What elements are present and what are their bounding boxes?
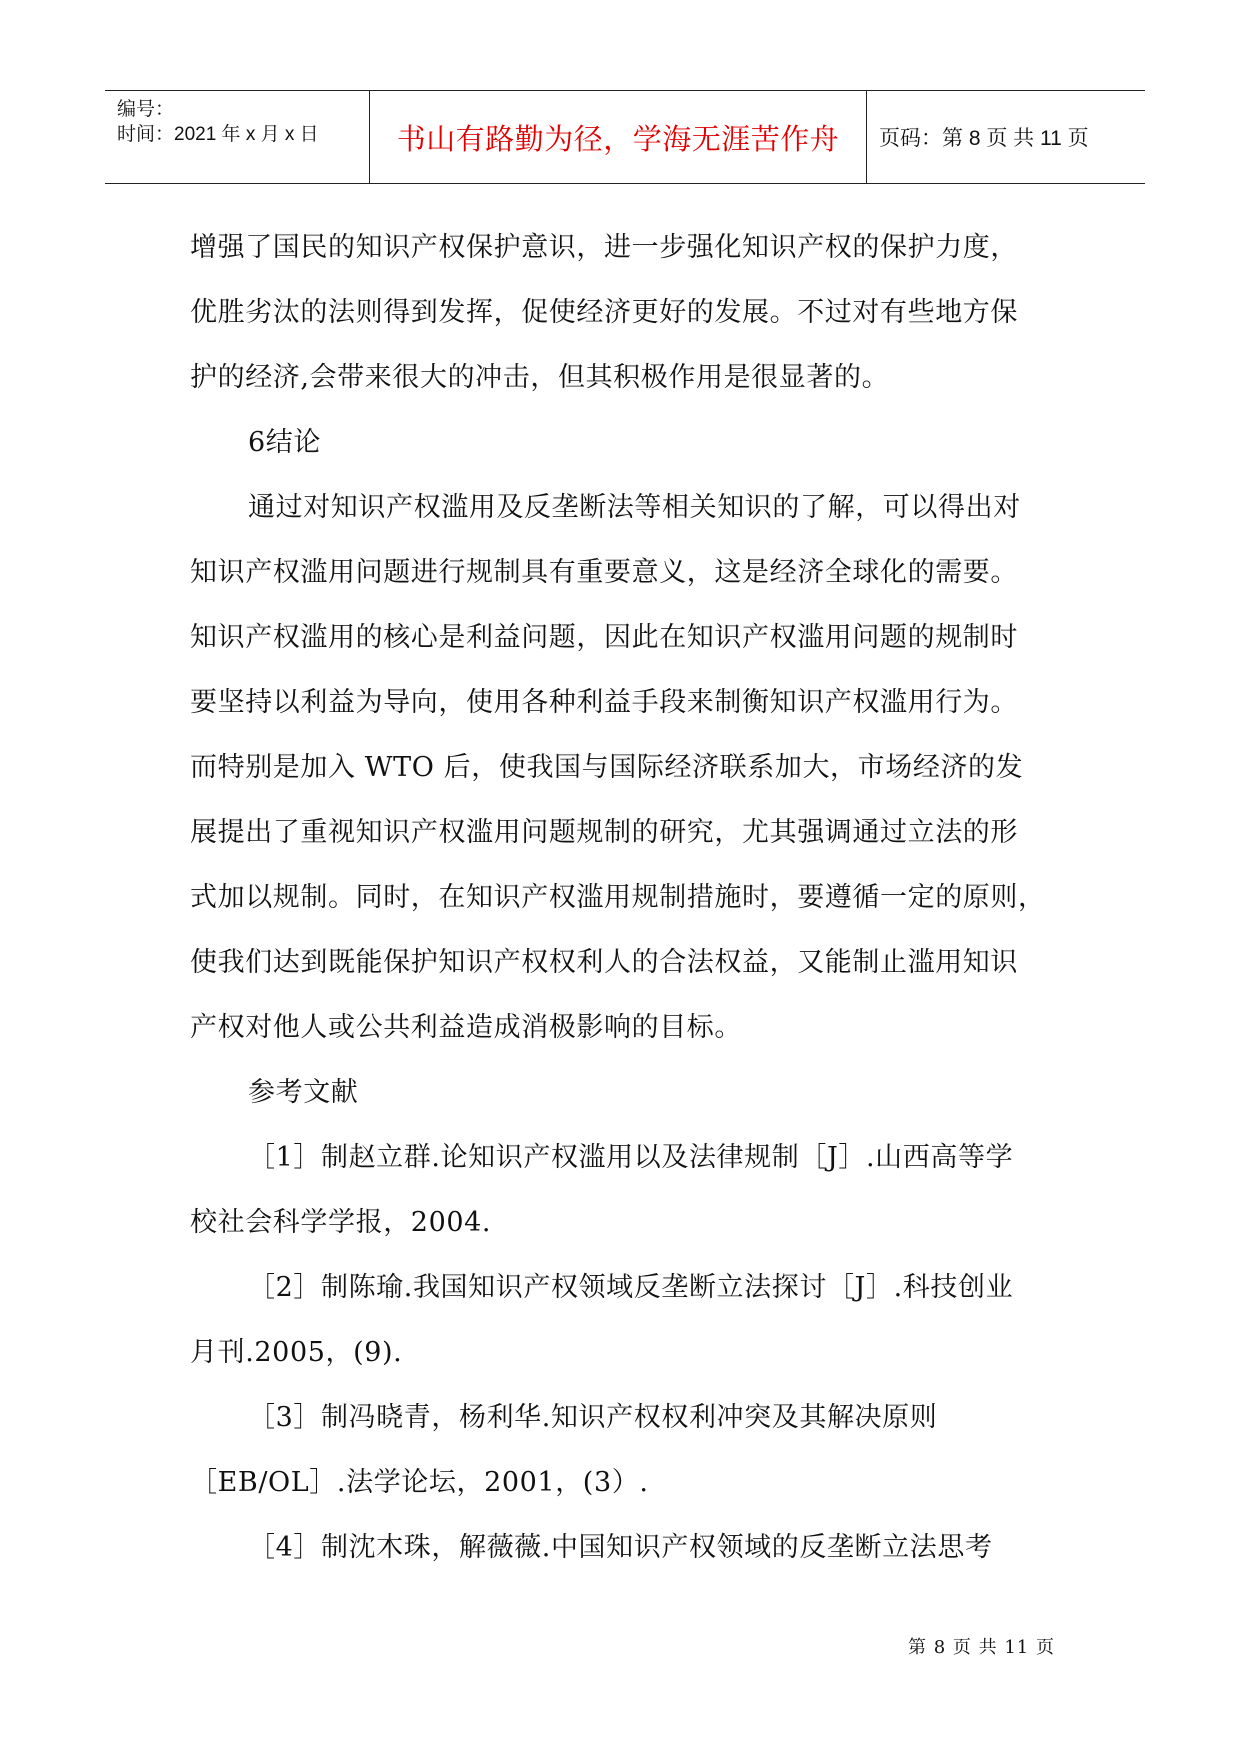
section-heading-references: 参考文献 <box>248 1077 359 1108</box>
serial-number-label: 编号： <box>117 99 175 120</box>
body-line: 要坚持以利益为导向，使用各种利益手段来制衡知识产权滥用行为。 <box>190 687 1018 718</box>
body-line: 式加以规制。同时，在知识产权滥用规制措施时，要遵循一定的原则， <box>190 882 1046 913</box>
header-page-number: 页码：第 8 页 共 11 页 <box>879 127 1089 150</box>
body-line: 知识产权滥用的核心是利益问题，因此在知识产权滥用问题的规制时 <box>190 622 1018 653</box>
body-line: 通过对知识产权滥用及反垄断法等相关知识的了解，可以得出对 <box>248 492 1021 523</box>
header-motto: 书山有路勤为径，学海无涯苦作舟 <box>396 122 840 156</box>
body-line: 护的经济,会带来很大的冲击，但其积极作用是很显著的。 <box>190 362 890 393</box>
reference-item: ［4］制沈木珠，解薇薇.中国知识产权领域的反垄断立法思考 <box>248 1532 993 1563</box>
reference-item: ［3］制冯晓青，杨利华.知识产权权利冲突及其解决原则 <box>248 1402 938 1433</box>
reference-item: ［2］制陈瑜.我国知识产权领域反垄断立法探讨［J］.科技创业 <box>248 1272 1014 1303</box>
header-page-cell <box>867 91 1145 183</box>
header-motto-cell <box>370 91 867 183</box>
body-line: 而特别是加入 WTO 后，使我国与国际经济联系加大，市场经济的发 <box>190 752 1024 783</box>
reference-item-continued: 月刊.2005，(9). <box>190 1337 403 1368</box>
reference-item-continued: 校社会科学学报，2004. <box>190 1207 492 1238</box>
body-line: 增强了国民的知识产权保护意识，进一步强化知识产权的保护力度， <box>190 232 1018 263</box>
body-line: 优胜劣汰的法则得到发挥，促使经济更好的发展。不过对有些地方保 <box>190 297 1018 328</box>
header-info-cell <box>105 91 370 183</box>
reference-item-continued: ［EB/OL］.法学论坛，2001，(3）. <box>190 1467 649 1498</box>
body-line: 知识产权滥用问题进行规制具有重要意义，这是经济全球化的需要。 <box>190 557 1018 588</box>
document-body <box>190 215 1070 1580</box>
page-header <box>105 90 1145 184</box>
body-line: 展提出了重视知识产权滥用问题规制的研究，尤其强调通过立法的形 <box>190 817 1018 848</box>
date-label: 时间：2021 年 x 月 x 日 <box>117 124 319 145</box>
page-footer-number: 第 8 页 共 11 页 <box>908 1637 1055 1658</box>
section-heading-conclusion: 6结论 <box>248 427 321 458</box>
reference-item: ［1］制赵立群.论知识产权滥用以及法律规制［J］.山西高等学 <box>248 1142 1014 1173</box>
body-line: 使我们达到既能保护知识产权权利人的合法权益，又能制止滥用知识 <box>190 947 1018 978</box>
body-line: 产权对他人或公共利益造成消极影响的目标。 <box>190 1012 742 1043</box>
